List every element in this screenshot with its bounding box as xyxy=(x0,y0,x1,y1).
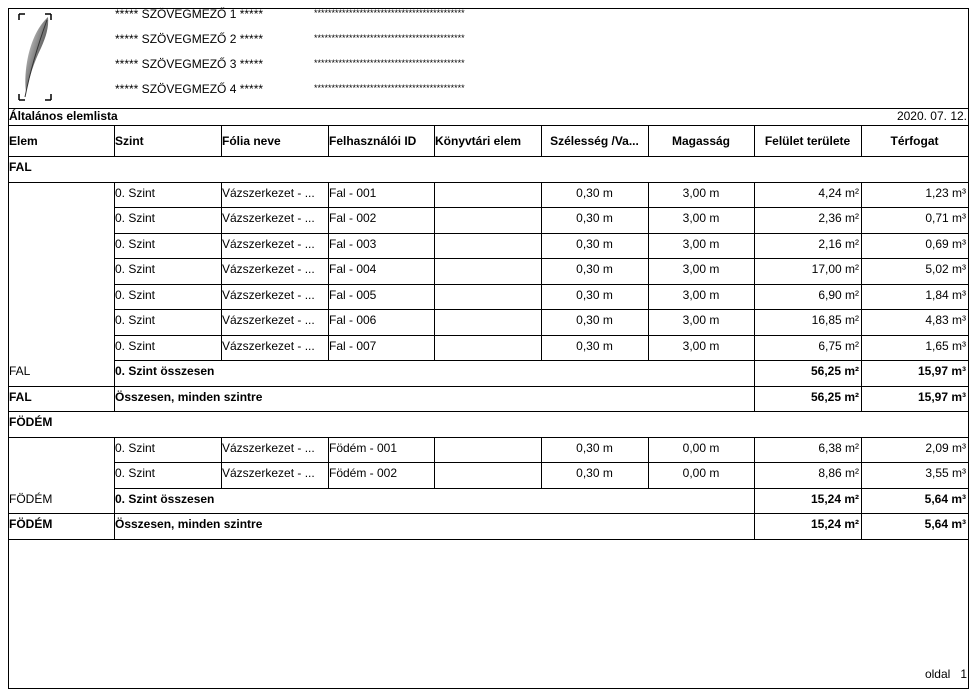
grid-line xyxy=(648,182,649,360)
cell-user-id: Fal - 004 xyxy=(329,262,377,276)
grid-line xyxy=(434,437,435,488)
header-field-value: ******************************************* xyxy=(314,58,465,68)
column-header: Szélesség /Va... xyxy=(550,134,639,148)
total-elem: FAL xyxy=(9,390,32,404)
cell-user-id: Fal - 001 xyxy=(329,186,377,200)
cell-szint: 0. Szint xyxy=(115,211,156,225)
cell-volume: 4,83 m³ xyxy=(925,313,966,327)
report-date: 2020. 07. 12. xyxy=(896,109,967,123)
cell-area: 2,36 m² xyxy=(818,211,859,225)
cell-height: 3,00 m xyxy=(682,186,720,200)
group-title: FAL xyxy=(9,160,32,174)
cell-height: 3,00 m xyxy=(682,288,720,302)
cell-szint: 0. Szint xyxy=(115,186,156,200)
total-volume: 5,64 m³ xyxy=(924,517,966,531)
cell-folia: Vázszerkezet - ... xyxy=(222,237,315,251)
cell-width: 0,30 m xyxy=(576,339,613,353)
page-label: oldal xyxy=(924,667,951,681)
cell-folia: Vázszerkezet - ... xyxy=(222,288,315,302)
grid-line xyxy=(754,437,755,488)
cell-width: 0,30 m xyxy=(576,466,613,480)
grid-line xyxy=(861,513,862,539)
grid-line xyxy=(328,182,329,360)
cell-szint: 0. Szint xyxy=(115,313,156,327)
cell-user-id: Fal - 006 xyxy=(329,313,377,327)
cell-szint: 0. Szint xyxy=(115,339,156,353)
grid-line xyxy=(114,386,115,411)
cell-width: 0,30 m xyxy=(576,288,613,302)
cell-height: 3,00 m xyxy=(682,262,720,276)
cell-szint: 0. Szint xyxy=(115,441,156,455)
cell-szint: 0. Szint xyxy=(115,466,156,480)
total-area: 15,24 m² xyxy=(810,517,859,531)
cell-area: 4,24 m² xyxy=(818,186,859,200)
grid-line xyxy=(8,108,968,109)
grid-line xyxy=(861,386,862,411)
cell-area: 8,86 m² xyxy=(818,466,859,480)
grid-line xyxy=(754,125,755,156)
subtotal-label: 0. Szint összesen xyxy=(115,364,215,378)
grid-line xyxy=(754,488,755,513)
grid-line xyxy=(861,360,862,386)
cell-area: 17,00 m² xyxy=(811,262,859,276)
header-field-value: ******************************************* xyxy=(314,83,465,93)
cell-width: 0,30 m xyxy=(576,186,613,200)
grid-line xyxy=(8,437,968,438)
header-field-label: ***** SZÖVEGMEZŐ 3 ***** xyxy=(115,57,264,71)
column-header: Elem xyxy=(9,134,38,148)
grid-line xyxy=(114,488,968,489)
grid-line xyxy=(8,156,968,157)
column-header: Felület területe xyxy=(764,134,851,148)
cell-width: 0,30 m xyxy=(576,237,613,251)
grid-line xyxy=(861,437,862,488)
grid-line xyxy=(754,360,755,386)
cell-volume: 5,02 m³ xyxy=(925,262,966,276)
subtotal-elem: FÖDÉM xyxy=(9,492,53,506)
cell-height: 0,00 m xyxy=(682,441,720,455)
grid-line xyxy=(114,360,115,386)
cell-area: 6,75 m² xyxy=(818,339,859,353)
page-number: 1 xyxy=(960,667,967,681)
total-label: Összesen, minden szintre xyxy=(115,390,263,404)
grid-line xyxy=(541,182,542,360)
cell-folia: Vázszerkezet - ... xyxy=(222,211,315,225)
subtotal-area: 15,24 m² xyxy=(810,492,859,506)
cell-szint: 0. Szint xyxy=(115,237,156,251)
feather-logo-icon xyxy=(17,12,53,102)
grid-line xyxy=(8,386,968,387)
cell-width: 0,30 m xyxy=(576,313,613,327)
group-title: FÖDÉM xyxy=(9,415,53,429)
cell-height: 0,00 m xyxy=(682,466,720,480)
cell-user-id: Fal - 002 xyxy=(329,211,377,225)
header-field-value: ******************************************* xyxy=(314,8,465,18)
cell-width: 0,30 m xyxy=(576,262,613,276)
grid-line xyxy=(8,539,968,540)
cell-width: 0,30 m xyxy=(576,441,613,455)
grid-line xyxy=(754,182,755,360)
cell-volume: 0,69 m³ xyxy=(925,237,966,251)
subtotal-area: 56,25 m² xyxy=(810,364,859,378)
total-volume: 15,97 m³ xyxy=(917,390,966,404)
grid-line xyxy=(8,125,968,126)
subtotal-label: 0. Szint összesen xyxy=(115,492,215,506)
cell-user-id: Fal - 007 xyxy=(329,339,377,353)
grid-line xyxy=(114,125,115,156)
page-number-footer xyxy=(925,667,967,681)
grid-line xyxy=(114,360,968,361)
cell-height: 3,00 m xyxy=(682,339,720,353)
cell-folia: Vázszerkezet - ... xyxy=(222,339,315,353)
cell-volume: 1,84 m³ xyxy=(925,288,966,302)
grid-line xyxy=(434,125,435,156)
grid-line xyxy=(754,386,755,411)
cell-user-id: Fal - 003 xyxy=(329,237,377,251)
cell-volume: 1,65 m³ xyxy=(925,339,966,353)
total-area: 56,25 m² xyxy=(810,390,859,404)
total-label: Összesen, minden szintre xyxy=(115,517,263,531)
grid-line xyxy=(328,125,329,156)
grid-line xyxy=(8,182,968,183)
cell-folia: Vázszerkezet - ... xyxy=(222,262,315,276)
grid-line xyxy=(541,125,542,156)
cell-height: 3,00 m xyxy=(682,211,720,225)
grid-line xyxy=(861,182,862,360)
cell-height: 3,00 m xyxy=(682,313,720,327)
cell-volume: 0,71 m³ xyxy=(925,211,966,225)
cell-area: 6,38 m² xyxy=(818,441,859,455)
grid-line xyxy=(114,437,115,488)
cell-user-id: Fal - 005 xyxy=(329,288,377,302)
grid-line xyxy=(434,182,435,360)
cell-area: 6,90 m² xyxy=(818,288,859,302)
column-header: Könyvtári elem xyxy=(435,134,522,148)
header-field-label: ***** SZÖVEGMEZŐ 2 ***** xyxy=(115,32,264,46)
total-elem: FÖDÉM xyxy=(9,517,53,531)
grid-line xyxy=(8,411,968,412)
grid-line xyxy=(114,488,115,513)
grid-line xyxy=(221,182,222,360)
cell-folia: Vázszerkezet - ... xyxy=(222,313,315,327)
cell-folia: Vázszerkezet - ... xyxy=(222,466,315,480)
cell-height: 3,00 m xyxy=(682,237,720,251)
cell-volume: 2,09 m³ xyxy=(925,441,966,455)
grid-line xyxy=(648,437,649,488)
cell-volume: 3,55 m³ xyxy=(925,466,966,480)
cell-szint: 0. Szint xyxy=(115,288,156,302)
cell-user-id: Födém - 002 xyxy=(329,466,398,480)
cell-width: 0,30 m xyxy=(576,211,613,225)
header-field-label: ***** SZÖVEGMEZŐ 1 ***** xyxy=(115,7,264,21)
cell-folia: Vázszerkezet - ... xyxy=(222,441,315,455)
column-header: Fólia neve xyxy=(222,134,281,148)
column-header: Szint xyxy=(115,134,144,148)
grid-line xyxy=(114,182,115,360)
header-field-value: ******************************************* xyxy=(314,33,465,43)
grid-line xyxy=(754,513,755,539)
cell-volume: 1,23 m³ xyxy=(925,186,966,200)
header-field-label: ***** SZÖVEGMEZŐ 4 ***** xyxy=(115,82,264,96)
column-header: Magasság xyxy=(671,134,731,148)
grid-line xyxy=(221,125,222,156)
report-title: Általános elemlista xyxy=(9,109,118,123)
grid-line xyxy=(648,125,649,156)
grid-line xyxy=(541,437,542,488)
grid-line xyxy=(861,125,862,156)
grid-line xyxy=(221,437,222,488)
cell-area: 16,85 m² xyxy=(811,313,859,327)
cell-area: 2,16 m² xyxy=(818,237,859,251)
column-header: Térfogat xyxy=(890,134,939,148)
cell-szint: 0. Szint xyxy=(115,262,156,276)
subtotal-volume: 5,64 m³ xyxy=(924,492,966,506)
grid-line xyxy=(861,488,862,513)
subtotal-elem: FAL xyxy=(9,364,31,378)
cell-folia: Vázszerkezet - ... xyxy=(222,186,315,200)
column-header: Felhasználói ID xyxy=(329,134,417,148)
grid-line xyxy=(328,437,329,488)
cell-user-id: Födém - 001 xyxy=(329,441,398,455)
subtotal-volume: 15,97 m³ xyxy=(917,364,966,378)
grid-line xyxy=(114,513,115,539)
grid-line xyxy=(8,513,968,514)
